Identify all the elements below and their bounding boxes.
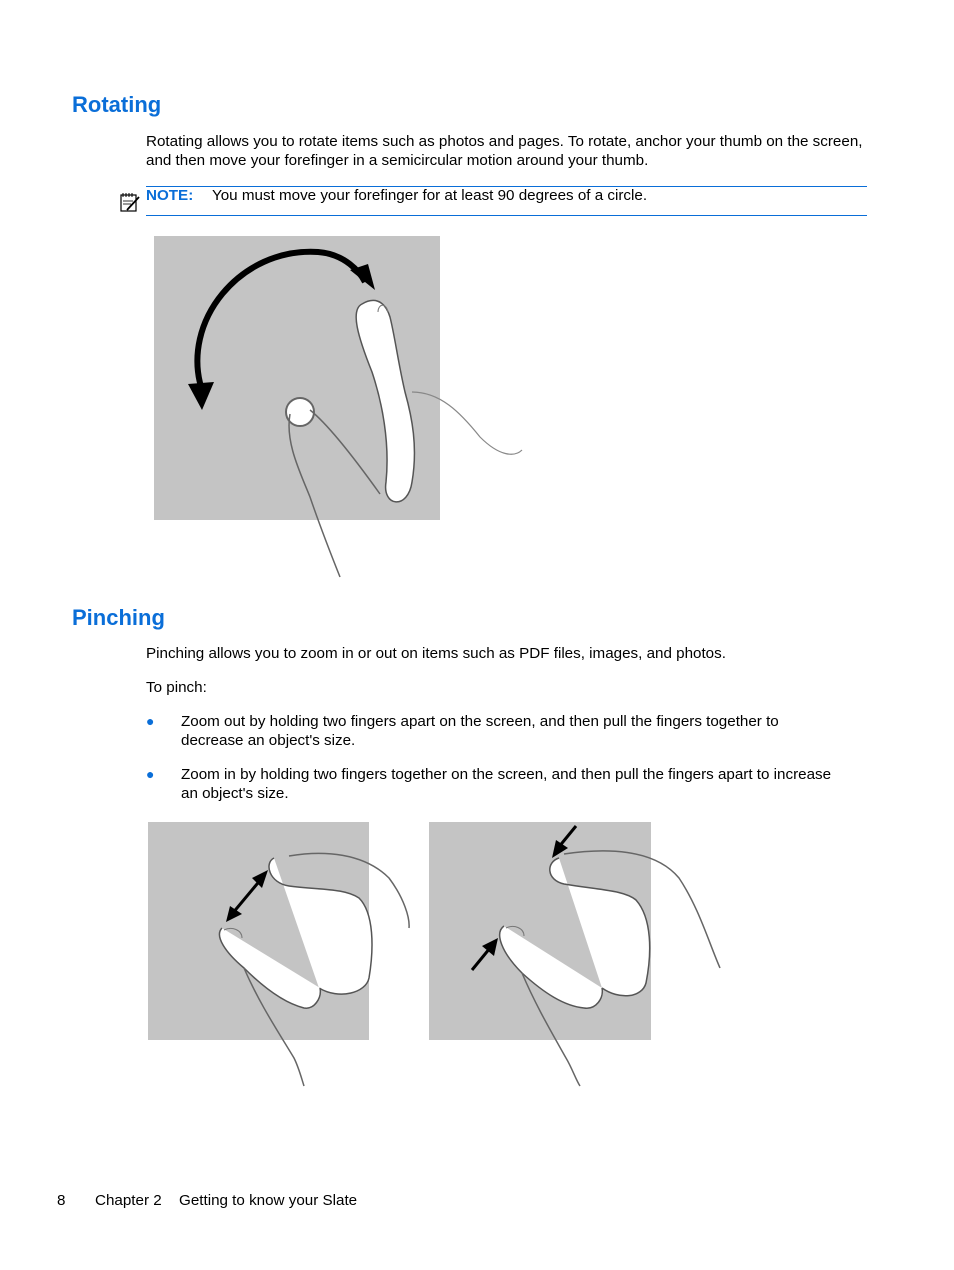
rotating-body: Rotating allows you to rotate items such as photos and pages. To rotate, anchor your thumb on the screen, and then move your forefinger in a semicircular motion around your thumb.	[146, 133, 863, 169]
footer-chapter: Chapter 2	[95, 1192, 162, 1209]
bullet-zoom-out: Zoom out by holding two fingers apart on the screen, and then pull the fingers together to decrease an object's size.	[181, 713, 779, 749]
note-text: You must move your forefinger for at least 90 degrees of a circle.	[212, 187, 648, 204]
page-number: 8	[57, 1192, 66, 1209]
rotating-heading: Rotating	[72, 92, 162, 117]
pinching-heading: Pinching	[72, 605, 165, 630]
bullet-dot-icon: ●	[146, 713, 155, 729]
pinch-together-illustration	[424, 818, 724, 1090]
bullet-zoom-in: Zoom in by holding two fingers together on the screen, and then pull the fingers apart to increase an object's size.	[181, 766, 832, 802]
footer-chapter-title: Getting to know your Slate	[179, 1192, 358, 1209]
note-box	[146, 186, 867, 216]
note-label: NOTE:	[146, 187, 194, 204]
to-pinch-label: To pinch:	[146, 679, 207, 696]
bullet-dot-icon: ●	[146, 766, 155, 782]
thumb-anchor	[286, 398, 314, 426]
pinch-apart-illustration	[144, 818, 416, 1090]
pinching-body: Pinching allows you to zoom in or out on items such as PDF files, images, and photos.	[146, 645, 726, 662]
rotate-gesture-illustration	[150, 232, 530, 582]
note-pad-icon	[119, 191, 141, 213]
